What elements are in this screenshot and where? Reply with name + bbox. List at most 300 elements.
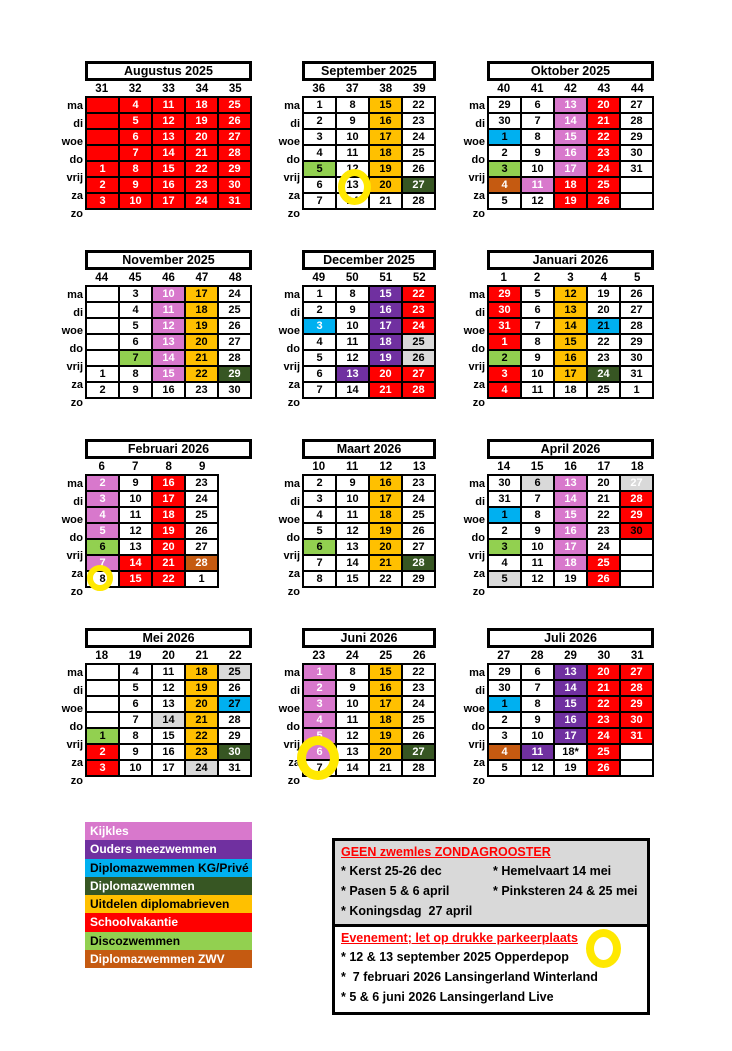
day-cell: 13 xyxy=(554,664,587,680)
day-cell: 16 xyxy=(369,302,402,318)
week-number: 40 xyxy=(497,83,511,95)
week-number: 24 xyxy=(345,650,359,662)
day-cell: 29 xyxy=(620,129,653,145)
day-label-vrij: vrij xyxy=(66,550,83,562)
day-cell: 17 xyxy=(554,366,587,382)
day-cell: 23 xyxy=(185,475,218,491)
week-number: 37 xyxy=(345,83,359,95)
day-cell: 29 xyxy=(620,696,653,712)
day-cell: 27 xyxy=(218,129,251,145)
day-label-ma: ma xyxy=(284,667,300,679)
day-cell: 4 xyxy=(119,664,152,680)
day-cell: 19 xyxy=(554,193,587,209)
day-cell: 24 xyxy=(185,491,218,507)
day-cell: 19 xyxy=(369,523,402,539)
week-row xyxy=(303,491,435,507)
week-row xyxy=(488,539,653,555)
day-cell: 14 xyxy=(336,382,369,398)
day-label-zo: zo xyxy=(472,397,485,409)
day-cell: 27 xyxy=(402,539,435,555)
day-cell: 1 xyxy=(488,696,521,712)
day-cell: 31 xyxy=(488,318,521,334)
week-row xyxy=(303,334,435,350)
day-cell: 29 xyxy=(402,571,435,587)
day-cell: 5 xyxy=(303,350,336,366)
week-numbers-row xyxy=(85,648,252,663)
day-cell: 10 xyxy=(521,539,554,555)
day-label-di: di xyxy=(475,307,485,319)
day-cell: 15 xyxy=(554,507,587,523)
day-cell: 4 xyxy=(86,507,119,523)
day-cell: 16 xyxy=(554,350,587,366)
day-cell: 9 xyxy=(521,350,554,366)
week-numbers-row xyxy=(487,459,654,474)
day-cell: 19 xyxy=(185,680,218,696)
day-cell: 25 xyxy=(218,97,251,113)
month-title: Juni 2026 xyxy=(302,628,436,648)
day-cell: 29 xyxy=(620,334,653,350)
day-cell: 16 xyxy=(369,680,402,696)
month-grid xyxy=(302,474,436,588)
day-cell: 26 xyxy=(402,350,435,366)
day-cell: 8 xyxy=(521,696,554,712)
day-cell: 13 xyxy=(336,744,369,760)
month-oktober-2025 xyxy=(461,61,654,226)
day-cell: 18 xyxy=(554,555,587,571)
day-cell: 8 xyxy=(119,366,152,382)
day-cell: 23 xyxy=(402,680,435,696)
legend-item-diplomazwemmen: Diplomazwemmen xyxy=(85,877,252,895)
day-label-za: za xyxy=(71,379,83,391)
month-title: Februari 2026 xyxy=(85,439,252,459)
week-row xyxy=(488,680,653,696)
week-number: 26 xyxy=(412,650,426,662)
day-cell: 9 xyxy=(119,177,152,193)
day-cell-empty xyxy=(86,680,119,696)
day-cell: 18 xyxy=(185,302,218,318)
day-cell: 17 xyxy=(185,286,218,302)
week-row xyxy=(86,680,251,696)
day-cell: 9 xyxy=(119,744,152,760)
day-cell: 20 xyxy=(185,696,218,712)
day-cell: 26 xyxy=(185,523,218,539)
day-cell: 10 xyxy=(336,696,369,712)
day-cell: 28 xyxy=(402,760,435,776)
month-november-2025 xyxy=(59,250,252,415)
day-cell: 10 xyxy=(521,366,554,382)
day-label-vrij: vrij xyxy=(283,361,300,373)
week-number: 23 xyxy=(312,650,326,662)
day-cell: 7 xyxy=(119,712,152,728)
week-row xyxy=(86,129,251,145)
day-cell: 11 xyxy=(336,145,369,161)
day-cell: 11 xyxy=(521,382,554,398)
day-cell: 15 xyxy=(369,97,402,113)
day-cell: 13 xyxy=(554,97,587,113)
day-cell: 4 xyxy=(303,712,336,728)
day-cell: 3 xyxy=(303,491,336,507)
week-number: 12 xyxy=(379,461,393,473)
day-cell: 21 xyxy=(587,491,620,507)
month-mei-2026 xyxy=(59,628,252,793)
day-label-zo: zo xyxy=(287,397,300,409)
day-cell: 3 xyxy=(488,161,521,177)
day-cell: 19 xyxy=(185,113,218,129)
week-number: 45 xyxy=(128,272,142,284)
day-cell: 14 xyxy=(152,712,185,728)
day-cell: 28 xyxy=(218,350,251,366)
week-row xyxy=(488,382,653,398)
day-label-woe: woe xyxy=(61,325,83,337)
week-numbers-row xyxy=(487,648,654,663)
day-label-di: di xyxy=(290,307,300,319)
day-cell: 18 xyxy=(185,97,218,113)
day-cell: 17 xyxy=(554,728,587,744)
day-cell: 14 xyxy=(336,193,369,209)
day-cell: 15 xyxy=(152,366,185,382)
week-row xyxy=(488,113,653,129)
day-cell: 3 xyxy=(303,696,336,712)
day-cell: 1 xyxy=(86,366,119,382)
day-label-ma: ma xyxy=(67,667,83,679)
day-cell: 26 xyxy=(587,571,620,587)
day-cell: 9 xyxy=(336,475,369,491)
no-swim-item: * Pasen 5 & 6 april xyxy=(341,884,450,898)
week-number: 43 xyxy=(597,83,611,95)
day-cell: 2 xyxy=(303,302,336,318)
day-cell-empty xyxy=(86,302,119,318)
highlight-ring xyxy=(586,929,621,968)
week-numbers-row xyxy=(85,81,252,96)
week-number: 51 xyxy=(379,272,393,284)
day-cell-empty xyxy=(620,744,653,760)
day-cell: 1 xyxy=(303,97,336,113)
day-cell: 18 xyxy=(369,145,402,161)
day-cell-empty xyxy=(86,664,119,680)
day-cell: 16 xyxy=(369,475,402,491)
day-cell: 20 xyxy=(587,302,620,318)
week-number: 22 xyxy=(228,650,242,662)
day-cell: 7 xyxy=(119,350,152,366)
day-label-woe: woe xyxy=(278,514,300,526)
day-cell: 28 xyxy=(620,491,653,507)
day-label-do: do xyxy=(69,343,83,355)
day-label-do: do xyxy=(471,721,485,733)
day-cell: 24 xyxy=(587,161,620,177)
week-row xyxy=(488,712,653,728)
day-cell: 28 xyxy=(185,555,218,571)
day-cell: 14 xyxy=(554,491,587,507)
day-cell: 29 xyxy=(620,507,653,523)
day-cell: 17 xyxy=(152,193,185,209)
day-cell: 7 xyxy=(119,145,152,161)
day-label-do: do xyxy=(471,532,485,544)
week-row xyxy=(488,491,653,507)
week-row xyxy=(488,760,653,776)
day-cell: 30 xyxy=(488,475,521,491)
week-numbers-row xyxy=(302,459,436,474)
info-box xyxy=(332,838,650,1015)
day-cell: 29 xyxy=(488,97,521,113)
day-cell: 28 xyxy=(218,145,251,161)
day-label-za: za xyxy=(288,379,300,391)
day-cell: 27 xyxy=(402,744,435,760)
day-cell: 10 xyxy=(521,728,554,744)
month-januari-2026 xyxy=(461,250,654,415)
week-row xyxy=(488,97,653,113)
day-cell: 1 xyxy=(620,382,653,398)
week-number: 31 xyxy=(630,650,644,662)
month-title: Januari 2026 xyxy=(487,250,654,270)
week-number: 35 xyxy=(228,83,242,95)
month-title: Juli 2026 xyxy=(487,628,654,648)
day-cell: 10 xyxy=(119,491,152,507)
day-cell: 25 xyxy=(587,177,620,193)
day-cell-empty xyxy=(620,539,653,555)
day-cell: 6 xyxy=(119,696,152,712)
day-label-za: za xyxy=(288,190,300,202)
day-label-ma: ma xyxy=(469,289,485,301)
week-row xyxy=(303,523,435,539)
day-cell: 4 xyxy=(119,97,152,113)
day-cell: 29 xyxy=(488,286,521,302)
week-number: 41 xyxy=(530,83,544,95)
day-cell: 1 xyxy=(86,728,119,744)
day-cell: 24 xyxy=(218,286,251,302)
day-cell: 9 xyxy=(336,680,369,696)
week-number: 2 xyxy=(533,272,541,284)
day-cell: 8 xyxy=(86,571,119,587)
week-row xyxy=(488,728,653,744)
week-number: 1 xyxy=(500,272,507,284)
week-row xyxy=(86,491,218,507)
month-april-2026 xyxy=(461,439,654,604)
week-row xyxy=(303,129,435,145)
week-number: 33 xyxy=(162,83,175,95)
day-cell: 31 xyxy=(218,760,251,776)
day-label-di: di xyxy=(475,118,485,130)
day-cell: 29 xyxy=(488,664,521,680)
no-swim-item: * Pinksteren 24 & 25 mei xyxy=(493,884,638,898)
day-cell: 21 xyxy=(369,193,402,209)
day-cell: 24 xyxy=(185,193,218,209)
day-cell: 2 xyxy=(303,475,336,491)
day-label-ma: ma xyxy=(284,289,300,301)
day-cell-empty xyxy=(620,193,653,209)
week-row xyxy=(488,161,653,177)
day-label-za: za xyxy=(288,568,300,580)
week-number: 6 xyxy=(98,461,105,473)
day-cell: 20 xyxy=(587,97,620,113)
day-label-di: di xyxy=(290,118,300,130)
month-grid xyxy=(487,474,654,588)
week-row xyxy=(488,664,653,680)
day-cell: 7 xyxy=(521,680,554,696)
day-label-zo: zo xyxy=(472,775,485,787)
day-cell: 12 xyxy=(152,318,185,334)
day-cell: 30 xyxy=(218,382,251,398)
day-label-za: za xyxy=(71,757,83,769)
week-row xyxy=(488,334,653,350)
day-label-zo: zo xyxy=(70,586,83,598)
day-cell-empty xyxy=(86,712,119,728)
day-label-do: do xyxy=(286,721,300,733)
legend-item-kijkles: Kijkles xyxy=(85,822,252,840)
day-cell: 4 xyxy=(488,555,521,571)
day-cell: 26 xyxy=(402,728,435,744)
day-cell: 22 xyxy=(185,728,218,744)
day-cell: 18 xyxy=(369,712,402,728)
day-cell: 2 xyxy=(86,382,119,398)
day-cell: 19 xyxy=(369,161,402,177)
day-cell: 28 xyxy=(402,555,435,571)
day-cell: 20 xyxy=(369,539,402,555)
week-number: 10 xyxy=(312,461,326,473)
day-label-woe: woe xyxy=(61,136,83,148)
week-number: 42 xyxy=(564,83,577,95)
week-number: 11 xyxy=(346,461,359,473)
month-title: Mei 2026 xyxy=(85,628,252,648)
month-grid xyxy=(487,663,654,777)
week-row xyxy=(86,523,218,539)
day-cell: 27 xyxy=(402,366,435,382)
day-cell: 27 xyxy=(185,539,218,555)
day-cell: 20 xyxy=(587,664,620,680)
day-cell: 13 xyxy=(152,334,185,350)
week-row xyxy=(86,507,218,523)
day-cell: 2 xyxy=(86,475,119,491)
week-number: 8 xyxy=(165,461,172,473)
month-grid xyxy=(302,285,436,399)
day-label-zo: zo xyxy=(70,775,83,787)
legend-item-ouders-meezwemmen: Ouders meezwemmen xyxy=(85,840,252,858)
week-row xyxy=(488,523,653,539)
week-row xyxy=(86,760,251,776)
week-number: 3 xyxy=(567,272,574,284)
day-cell: 14 xyxy=(152,145,185,161)
day-cell: 19 xyxy=(587,286,620,302)
day-cell: 12 xyxy=(152,113,185,129)
day-cell: 25 xyxy=(587,555,620,571)
day-cell: 17 xyxy=(152,491,185,507)
day-label-ma: ma xyxy=(284,100,300,112)
day-cell: 23 xyxy=(587,523,620,539)
week-number: 29 xyxy=(564,650,577,662)
day-cell: 19 xyxy=(185,318,218,334)
week-row xyxy=(86,145,251,161)
day-cell: 8 xyxy=(521,129,554,145)
day-label-vrij: vrij xyxy=(468,739,485,751)
day-cell: 12 xyxy=(336,728,369,744)
day-label-zo: zo xyxy=(287,775,300,787)
day-cell: 7 xyxy=(86,555,119,571)
day-cell-empty xyxy=(86,696,119,712)
day-cell: 18 xyxy=(554,382,587,398)
week-row xyxy=(303,664,435,680)
day-cell: 8 xyxy=(521,507,554,523)
week-numbers-row xyxy=(487,81,654,96)
day-cell: 5 xyxy=(303,728,336,744)
day-cell: 26 xyxy=(587,193,620,209)
week-row xyxy=(488,696,653,712)
day-cell: 16 xyxy=(554,712,587,728)
week-number: 15 xyxy=(530,461,544,473)
day-cell: 6 xyxy=(119,334,152,350)
day-cell: 30 xyxy=(488,302,521,318)
month-maart-2026 xyxy=(276,439,469,604)
week-number: 14 xyxy=(497,461,511,473)
day-cell: 9 xyxy=(521,523,554,539)
day-cell-empty xyxy=(620,571,653,587)
week-number: 20 xyxy=(162,650,175,662)
day-cell: 3 xyxy=(86,193,119,209)
week-number: 18 xyxy=(95,650,109,662)
day-label-zo: zo xyxy=(472,586,485,598)
day-label-vrij: vrij xyxy=(468,361,485,373)
day-cell: 8 xyxy=(336,97,369,113)
week-row xyxy=(488,193,653,209)
week-row xyxy=(488,571,653,587)
day-cell: 10 xyxy=(119,760,152,776)
week-row xyxy=(488,302,653,318)
day-cell: 11 xyxy=(152,97,185,113)
week-row xyxy=(86,318,251,334)
day-cell: 23 xyxy=(402,475,435,491)
day-cell: 26 xyxy=(402,161,435,177)
week-row xyxy=(303,539,435,555)
no-swim-item: * Hemelvaart 14 mei xyxy=(493,864,612,878)
day-cell: 21 xyxy=(587,318,620,334)
day-cell: 25 xyxy=(587,382,620,398)
day-cell: 3 xyxy=(86,491,119,507)
day-cell: 6 xyxy=(119,129,152,145)
day-cell: 17 xyxy=(369,491,402,507)
week-row xyxy=(303,366,435,382)
week-number: 31 xyxy=(95,83,109,95)
day-label-do: do xyxy=(69,154,83,166)
day-cell: 5 xyxy=(488,760,521,776)
day-cell: 25 xyxy=(218,664,251,680)
day-label-vrij: vrij xyxy=(66,361,83,373)
day-cell: 29 xyxy=(218,366,251,382)
day-label-di: di xyxy=(73,118,83,130)
day-cell: 21 xyxy=(587,680,620,696)
day-cell: 27 xyxy=(620,302,653,318)
week-row xyxy=(86,193,251,209)
day-cell: 26 xyxy=(587,760,620,776)
day-cell: 2 xyxy=(488,350,521,366)
day-cell: 18 xyxy=(369,334,402,350)
day-cell: 5 xyxy=(86,523,119,539)
day-cell: 15 xyxy=(554,129,587,145)
day-label-ma: ma xyxy=(67,478,83,490)
day-cell: 23 xyxy=(402,302,435,318)
day-cell: 7 xyxy=(521,318,554,334)
day-cell: 23 xyxy=(185,744,218,760)
day-cell: 5 xyxy=(521,286,554,302)
day-cell: 2 xyxy=(86,744,119,760)
day-label-zo: zo xyxy=(472,208,485,220)
day-cell: 22 xyxy=(402,97,435,113)
week-row xyxy=(86,113,251,129)
day-label-zo: zo xyxy=(287,208,300,220)
day-cell: 27 xyxy=(620,475,653,491)
day-cell-empty xyxy=(86,113,119,129)
week-row xyxy=(488,318,653,334)
day-cell: 21 xyxy=(587,113,620,129)
day-label-di: di xyxy=(475,496,485,508)
highlight-ring xyxy=(297,736,339,780)
